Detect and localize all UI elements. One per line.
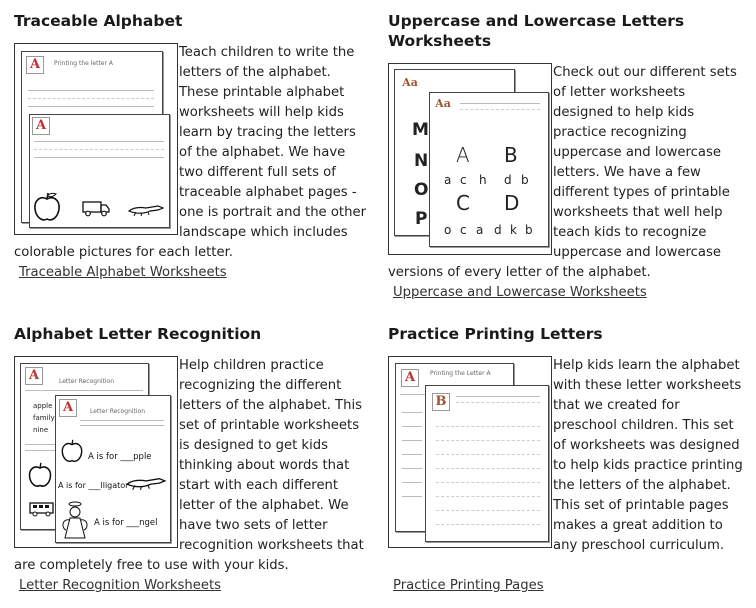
letter-badge: A [401, 369, 419, 387]
section-letter-recognition [14, 324, 364, 344]
uppercase-lowercase-thumbnail[interactable] [388, 63, 552, 255]
worksheet-line: A is for ___ngel [94, 518, 158, 528]
letter-badge: A [25, 367, 43, 385]
lowercase-letter: k [510, 223, 517, 237]
uppercase-letter: N [414, 151, 429, 171]
uppercase-letter: D [504, 191, 520, 215]
worksheet-caption: Letter Recognition [90, 408, 146, 415]
apple-icon [60, 438, 84, 464]
practice-printing-thumbnail[interactable] [388, 356, 552, 548]
uppercase-letter: C [456, 191, 470, 215]
section-traceable-alphabet [14, 11, 364, 31]
word: apple [33, 402, 53, 410]
lowercase-letter: d [504, 173, 512, 187]
section-description: Help children practice recognizing the different letters of the alphabet. This set of printable worksheets is designed to get kids thinking about words that start with each different letter of the alphabet. We have two sets of letter recognition worksheets that are completely free to use with your kids. [14, 358, 364, 573]
uppercase-letter: P [415, 209, 428, 229]
lowercase-letter: b [525, 223, 533, 237]
worksheet-preview-front [425, 385, 549, 542]
section-title: Uppercase and Lowercase Letters Worksheets [388, 12, 685, 50]
section-title: Traceable Alphabet [14, 12, 183, 30]
bus-icon [29, 501, 55, 517]
lowercase-letter: o [444, 223, 452, 237]
section-title: Practice Printing Letters [388, 325, 603, 343]
worksheet-preview-front [55, 395, 171, 543]
apple-icon [32, 191, 62, 223]
lowercase-letter: a [476, 223, 484, 237]
worksheet-caption: Printing the letter A [54, 60, 113, 67]
uppercase-letter: A [456, 143, 470, 167]
uppercase-letter: B [504, 143, 518, 167]
practice-printing-pages-link[interactable]: Practice Printing Pages [393, 578, 544, 593]
section-practice-printing [388, 324, 748, 344]
lowercase-letter: c [460, 173, 467, 187]
section-title: Alphabet Letter Recognition [14, 325, 262, 343]
traceable-alphabet-thumbnail[interactable] [14, 43, 178, 235]
word: nine [33, 426, 49, 434]
traceable-alphabet-worksheets-link[interactable]: Traceable Alphabet Worksheets [19, 265, 227, 280]
worksheet-caption: Printing the Letter A [430, 370, 491, 377]
worksheet-line: A is for ___lligator [58, 481, 129, 490]
worksheet-landscape-preview [29, 114, 170, 228]
uppercase-letter: O [414, 180, 429, 200]
letter-badge: A [32, 117, 50, 135]
worksheet-caption: Letter Recognition [59, 378, 115, 385]
letter-badge: Aa [433, 96, 453, 112]
section-uppercase-lowercase [388, 11, 748, 51]
letter-recognition-worksheets-link[interactable]: Letter Recognition Worksheets [19, 578, 222, 593]
letter-badge: B [432, 393, 450, 411]
uppercase-lowercase-worksheets-link[interactable]: Uppercase and Lowercase Worksheets [393, 285, 647, 300]
letter-recognition-thumbnail[interactable] [14, 356, 178, 548]
word: family [33, 414, 55, 422]
lowercase-letter: a [444, 173, 452, 187]
worksheet-line: A is for ___pple [88, 452, 152, 462]
worksheet-preview-front [429, 92, 549, 247]
uppercase-letter: M [412, 120, 429, 140]
angel-icon [60, 500, 90, 540]
section-description: Check out our different sets of letter worksheets designed to help kids practice recognizing uppercase and lowercase letters. We have a few different types of printable worksheets that well help teach kids to recognize uppercase and lowercase versions of every letter of the alphabet. [388, 65, 737, 280]
lowercase-letter: c [460, 223, 467, 237]
letter-badge: A [59, 399, 77, 417]
section-description: Teach children to write the letters of the alphabet. These printable alphabet worksheets will help kids learn by tracing the letters of the alphabet. We have two different full sets of traceable alphabet pages - one is portrait and the other landscape which includes colorable pictures for each letter. [14, 45, 366, 260]
lowercase-letter: h [479, 173, 487, 187]
ambulance-icon [82, 199, 110, 217]
letter-badge: A [26, 56, 44, 74]
alligator-icon [126, 472, 166, 492]
section-description: Help kids learn the alphabet with these letter worksheets that we created for preschool children. This set of worksheets was designed to help kids practice printing the letters of the alphabet. This set of printable pages makes a great addition to any preschool curriculum. [553, 358, 743, 553]
alligator-icon [128, 201, 164, 217]
letter-badge: Aa [400, 75, 420, 91]
lowercase-letter: d [494, 223, 502, 237]
lowercase-letter: b [521, 173, 529, 187]
apple-icon [27, 461, 53, 489]
